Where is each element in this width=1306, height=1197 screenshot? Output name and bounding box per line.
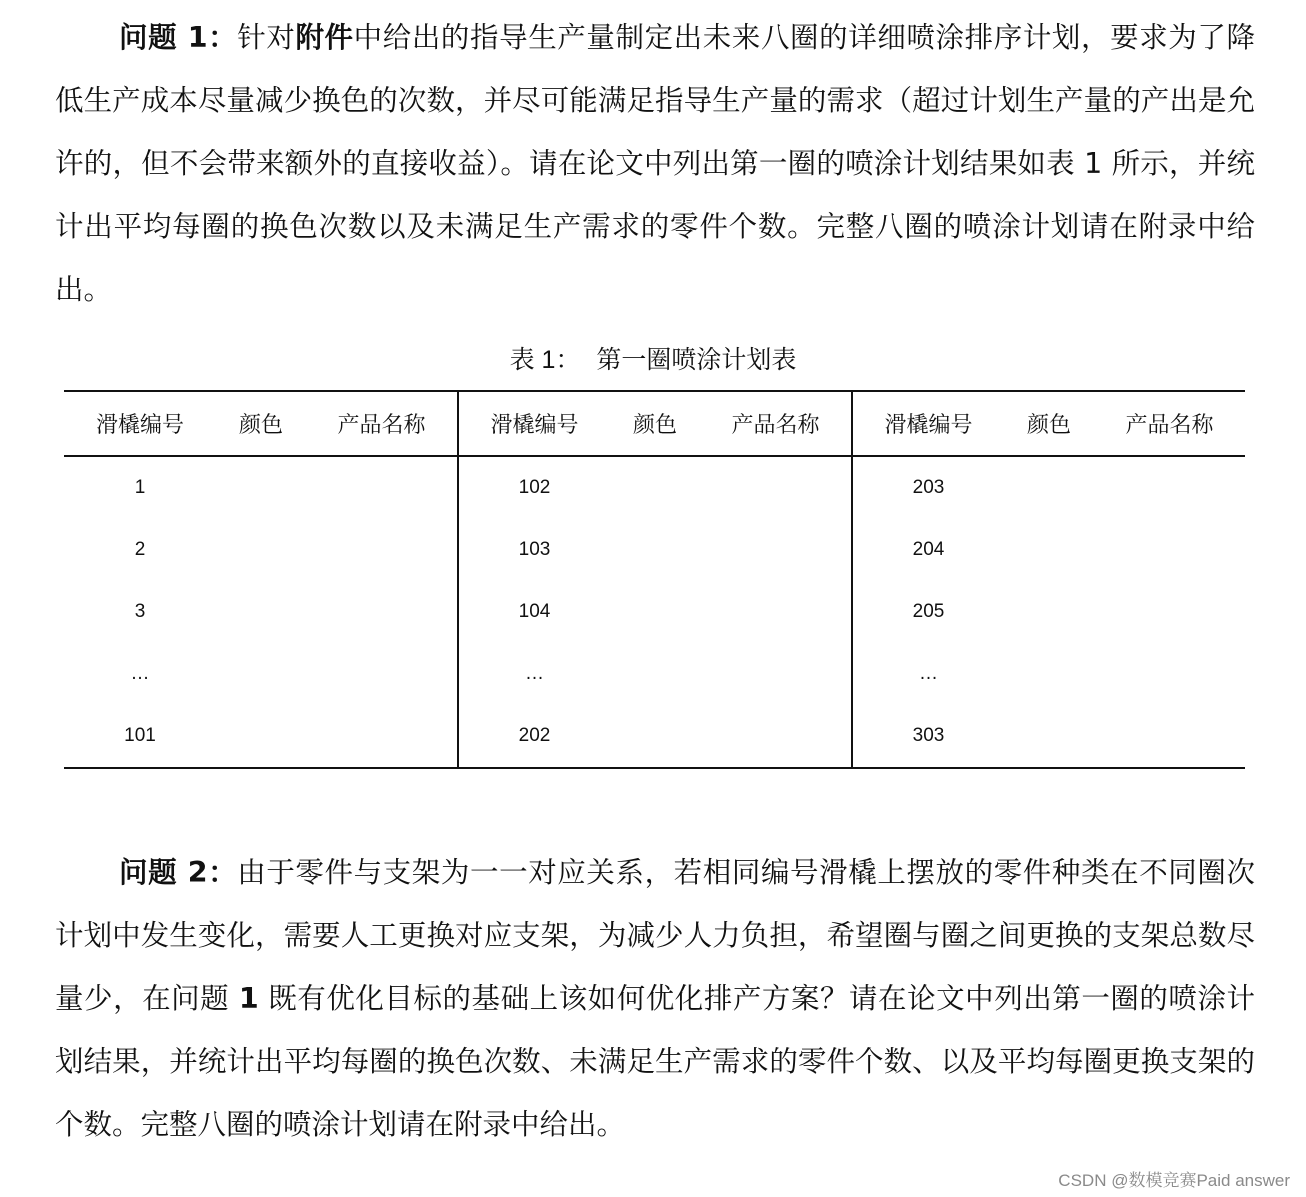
csdn-watermark: CSDN @数模竞赛Paid answer — [1058, 1171, 1290, 1190]
problem-1-lead: 针对 — [237, 21, 296, 54]
problem-2-label: 问题 2： — [119, 856, 238, 889]
cell-skid-number: 202 — [458, 705, 610, 768]
table-caption — [0, 340, 1306, 380]
cell-skid-number: 203 — [852, 456, 1004, 519]
header-color: 颜色 — [1004, 391, 1094, 456]
cell-color — [610, 519, 700, 581]
cell-color — [216, 456, 306, 519]
problem-2-text-a: 由于零件与支架为一一对应关系，若相同编号滑橇上摆放的零件种类在不同圈次计划中发生变化，需要人工更换对应支架，为减少人力负担，希望圈与圈之间更换的支架总数尽量少，在问题 — [55, 856, 1255, 1015]
header-skid-number: 滑橇编号 — [458, 391, 610, 456]
cell-product-name — [306, 581, 458, 643]
table-caption-prefix: 表 1： — [509, 346, 581, 374]
header-product-name: 产品名称 — [700, 391, 852, 456]
problem-1-text: 中给出的指导生产量制定出未来八圈的详细喷涂排序计划，要求为了降低生产成本尽量减少换色的次数，并尽可能满足指导生产量的需求（超过计划生产量的产出是允许的，但不会带来额外的直接收益）。请在论文中列出第一圈的喷涂计划结果如表 1 所示，并统计出平均每圈的换色次数以及未满足生产需求的零件个数。完整八圈的喷涂计划请在附录中给出。 — [55, 21, 1255, 306]
cell-product-name — [1094, 456, 1245, 519]
header-product-name: 产品名称 — [1094, 391, 1245, 456]
cell-product-name — [1094, 581, 1245, 643]
cell-product-name — [306, 519, 458, 581]
cell-product-name — [700, 456, 852, 519]
problem-2-paragraph — [55, 841, 1255, 1156]
table-row — [64, 519, 1245, 581]
cell-product-name — [1094, 705, 1245, 768]
cell-color — [610, 581, 700, 643]
cell-skid-number: 204 — [852, 519, 1004, 581]
header-color: 颜色 — [610, 391, 700, 456]
problem-1-paragraph — [55, 6, 1255, 321]
cell-skid-number: 101 — [64, 705, 216, 768]
cell-skid-number: 2 — [134, 539, 146, 560]
cell-product-name — [1094, 519, 1245, 581]
table-row — [64, 705, 1245, 768]
cell-color — [1004, 581, 1094, 643]
cell-color — [1004, 456, 1094, 519]
cell-skid-number: 3 — [134, 601, 146, 622]
problem-1-label: 问题 1： — [119, 21, 238, 54]
cell-product-name — [306, 456, 458, 519]
cell-color — [216, 643, 306, 705]
table-row — [64, 643, 1245, 705]
cell-skid-number: 103 — [458, 519, 610, 581]
cell-color — [1004, 643, 1094, 705]
cell-skid-number: 104 — [458, 581, 610, 643]
problem-2-text-b: 既有优化目标的基础上该如何优化排产方案？请在论文中列出第一圈的喷涂计划结果，并统计出平均每圈的换色次数、未满足生产需求的零件个数、以及平均每圈更换支架的个数。完整八圈的喷涂计划请在附录中给出。 — [55, 982, 1256, 1141]
cell-color — [1004, 519, 1094, 581]
cell-skid-number: 102 — [458, 456, 610, 519]
table-caption-title: 第一圈喷涂计划表 — [596, 345, 797, 374]
cell-color — [216, 581, 306, 643]
header-product-name: 产品名称 — [306, 391, 458, 456]
header-skid-number: 滑橇编号 — [852, 391, 1004, 456]
cell-color — [610, 456, 700, 519]
cell-skid-number: 303 — [852, 705, 1004, 768]
cell-skid-number: … — [130, 663, 150, 684]
cell-skid-number: … — [458, 643, 610, 705]
table-row — [64, 581, 1245, 643]
cell-product-name — [700, 581, 852, 643]
cell-product-name — [700, 643, 852, 705]
table-row — [64, 456, 1245, 519]
attachment-term: 附件 — [295, 21, 354, 54]
cell-product-name — [1094, 643, 1245, 705]
cell-color — [610, 705, 700, 768]
cell-skid-number: 205 — [852, 581, 1004, 643]
cell-skid-number: … — [852, 643, 1004, 705]
spray-plan-table — [64, 390, 1245, 769]
header-skid-number: 滑橇编号 — [64, 391, 216, 456]
cell-product-name — [700, 705, 852, 768]
cell-product-name — [700, 519, 852, 581]
problem-1-reference: 1 — [238, 982, 259, 1015]
cell-product-name — [306, 643, 458, 705]
header-color: 颜色 — [216, 391, 306, 456]
cell-color — [1004, 705, 1094, 768]
cell-color — [216, 519, 306, 581]
cell-color — [216, 705, 306, 768]
cell-skid-number: 1 — [134, 477, 146, 498]
cell-product-name — [306, 705, 458, 768]
table-header-row — [64, 391, 1245, 456]
cell-color — [610, 643, 700, 705]
